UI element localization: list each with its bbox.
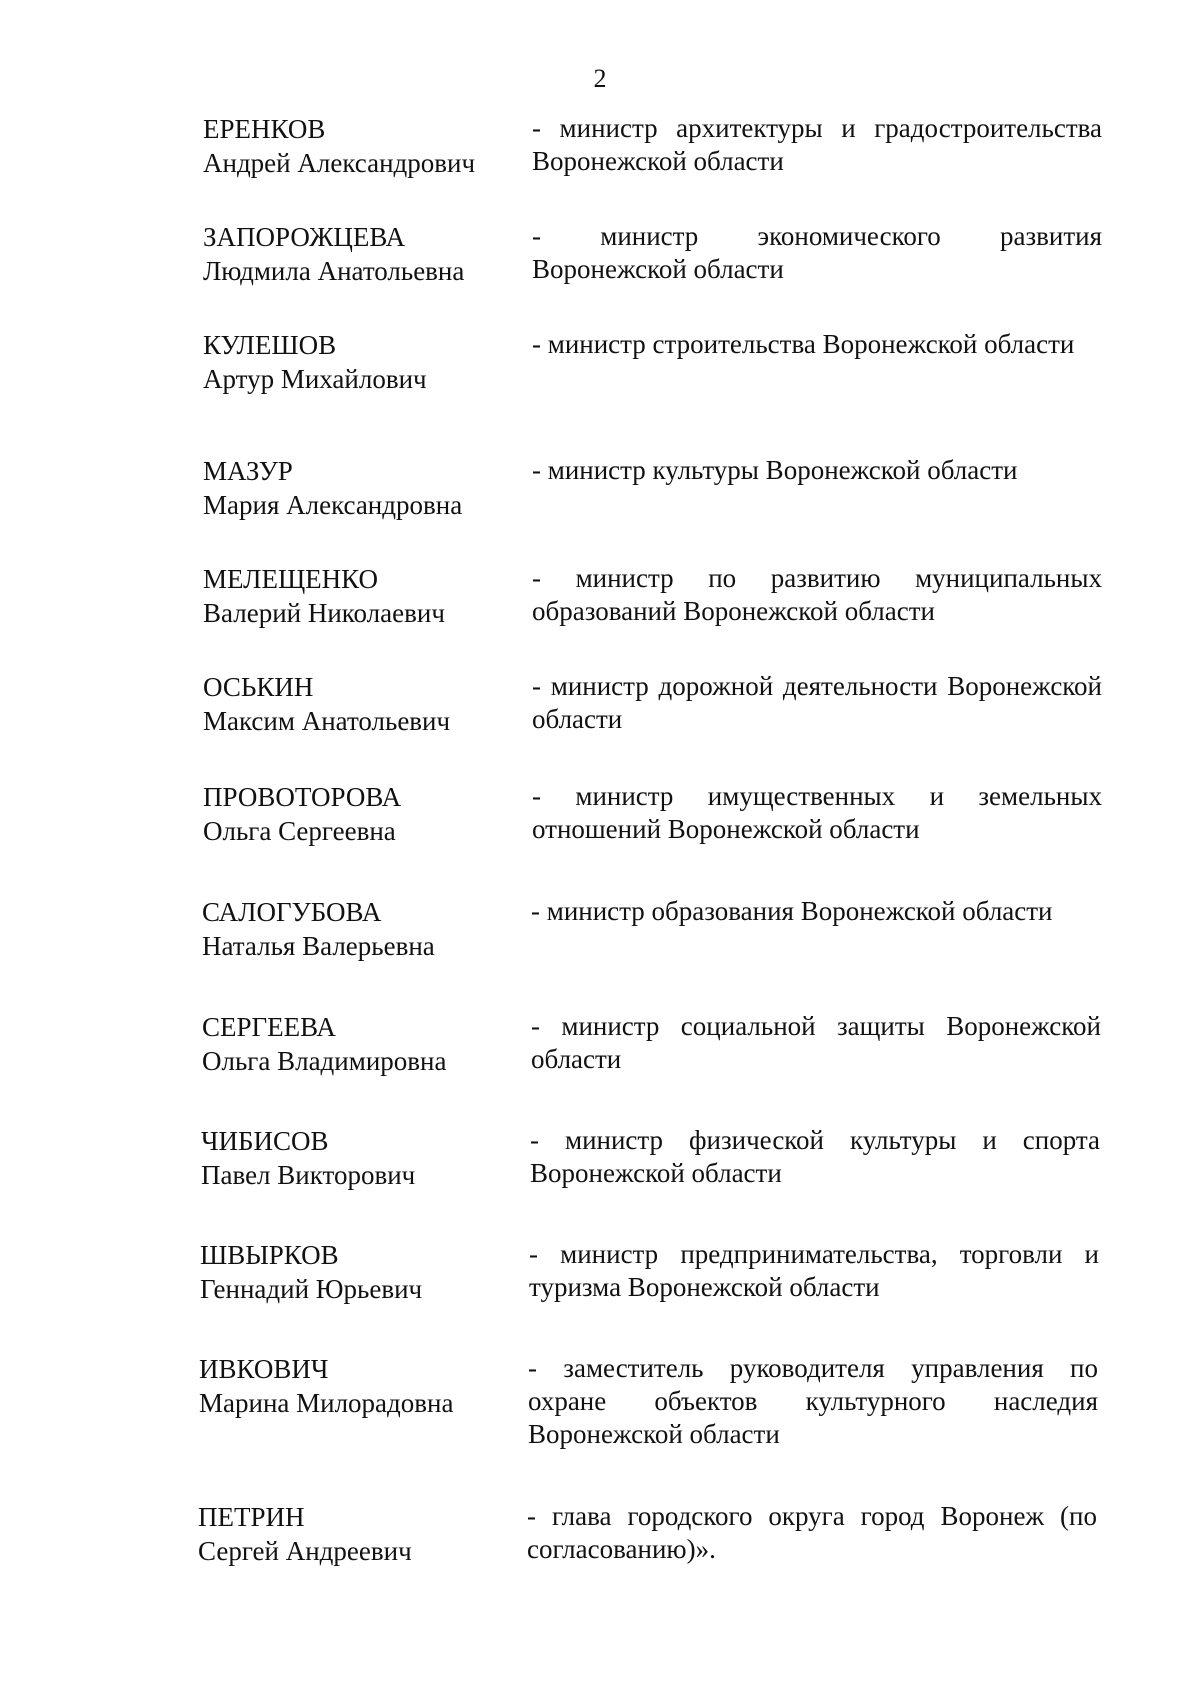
person-surname: ШВЫРКОВ <box>200 1240 339 1270</box>
person-name <box>203 670 503 738</box>
person-given-names: Мария Александровна <box>203 490 463 520</box>
person-surname: ОСЬКИН <box>203 672 314 702</box>
person-given-names: Наталья Валерьевна <box>202 931 435 961</box>
person-position: - министр по развитию муниципальных образований Воронежской области <box>532 563 1102 626</box>
person-position: - министр социальной защиты Воронежской области <box>531 1011 1101 1074</box>
person-position: - министр дорожной деятельности Воронежской области <box>532 671 1102 734</box>
person-position: - министр имущественных и земельных отношений Воронежской области <box>532 781 1102 844</box>
person-given-names: Артур Михайлович <box>203 364 427 394</box>
person-position: - министр культуры Воронежской области <box>532 455 1018 485</box>
person-surname: ЕРЕНКОВ <box>203 114 326 144</box>
person-position: - министр физической культуры и спорта Воронежской области <box>530 1125 1100 1188</box>
person-position: - министр образования Воронежской области <box>531 896 1053 926</box>
person-surname: ЧИБИСОВ <box>201 1126 329 1156</box>
person-name <box>201 1124 501 1192</box>
person-name <box>203 454 503 522</box>
person-given-names: Марина Милорадовна <box>199 1388 454 1418</box>
person-name <box>198 1500 498 1568</box>
person-given-names: Геннадий Юрьевич <box>200 1274 423 1304</box>
person-position: - министр архитектуры и градостроительства Воронежской области <box>532 113 1102 176</box>
person-given-names: Максим Анатольевич <box>203 706 451 736</box>
person-given-names: Андрей Александрович <box>203 148 476 178</box>
person-surname: ПРОВОТОРОВА <box>203 782 402 812</box>
person-position: - заместитель руководителя управления по охране объектов культурного наследия Воронежской области <box>528 1353 1098 1449</box>
person-name <box>203 112 503 180</box>
person-position: - глава городского округа город Воронеж (по согласованию)». <box>527 1501 1097 1564</box>
person-position: - министр экономического развития Воронежской области <box>532 221 1102 284</box>
person-surname: СЕРГЕЕВА <box>202 1012 336 1042</box>
person-name <box>199 1352 499 1420</box>
person-name <box>203 328 503 396</box>
page-number: 2 <box>593 64 607 93</box>
person-surname: КУЛЕШОВ <box>203 330 337 360</box>
person-name <box>202 895 502 963</box>
person-name <box>202 1010 502 1078</box>
person-given-names: Людмила Анатольевна <box>203 256 465 286</box>
person-surname: ЗАПОРОЖЦЕВА <box>203 222 406 252</box>
person-surname: МЕЛЕЩЕНКО <box>203 564 379 594</box>
person-name <box>203 220 503 288</box>
person-given-names: Павел Викторович <box>201 1160 416 1190</box>
person-position: - министр строительства Воронежской области <box>532 329 1075 359</box>
person-position: - министр предпринимательства, торговли и туризма Воронежской области <box>529 1239 1099 1302</box>
person-given-names: Ольга Сергеевна <box>203 816 396 846</box>
person-surname: МАЗУР <box>203 456 293 486</box>
person-surname: ПЕТРИН <box>198 1502 305 1532</box>
person-name <box>203 562 503 630</box>
person-given-names: Сергей Андреевич <box>198 1536 412 1566</box>
person-given-names: Ольга Владимировна <box>202 1046 447 1076</box>
person-given-names: Валерий Николаевич <box>203 598 445 628</box>
person-surname: САЛОГУБОВА <box>202 897 382 927</box>
person-surname: ИВКОВИЧ <box>199 1354 329 1384</box>
person-name <box>203 780 503 848</box>
person-name <box>200 1238 500 1306</box>
